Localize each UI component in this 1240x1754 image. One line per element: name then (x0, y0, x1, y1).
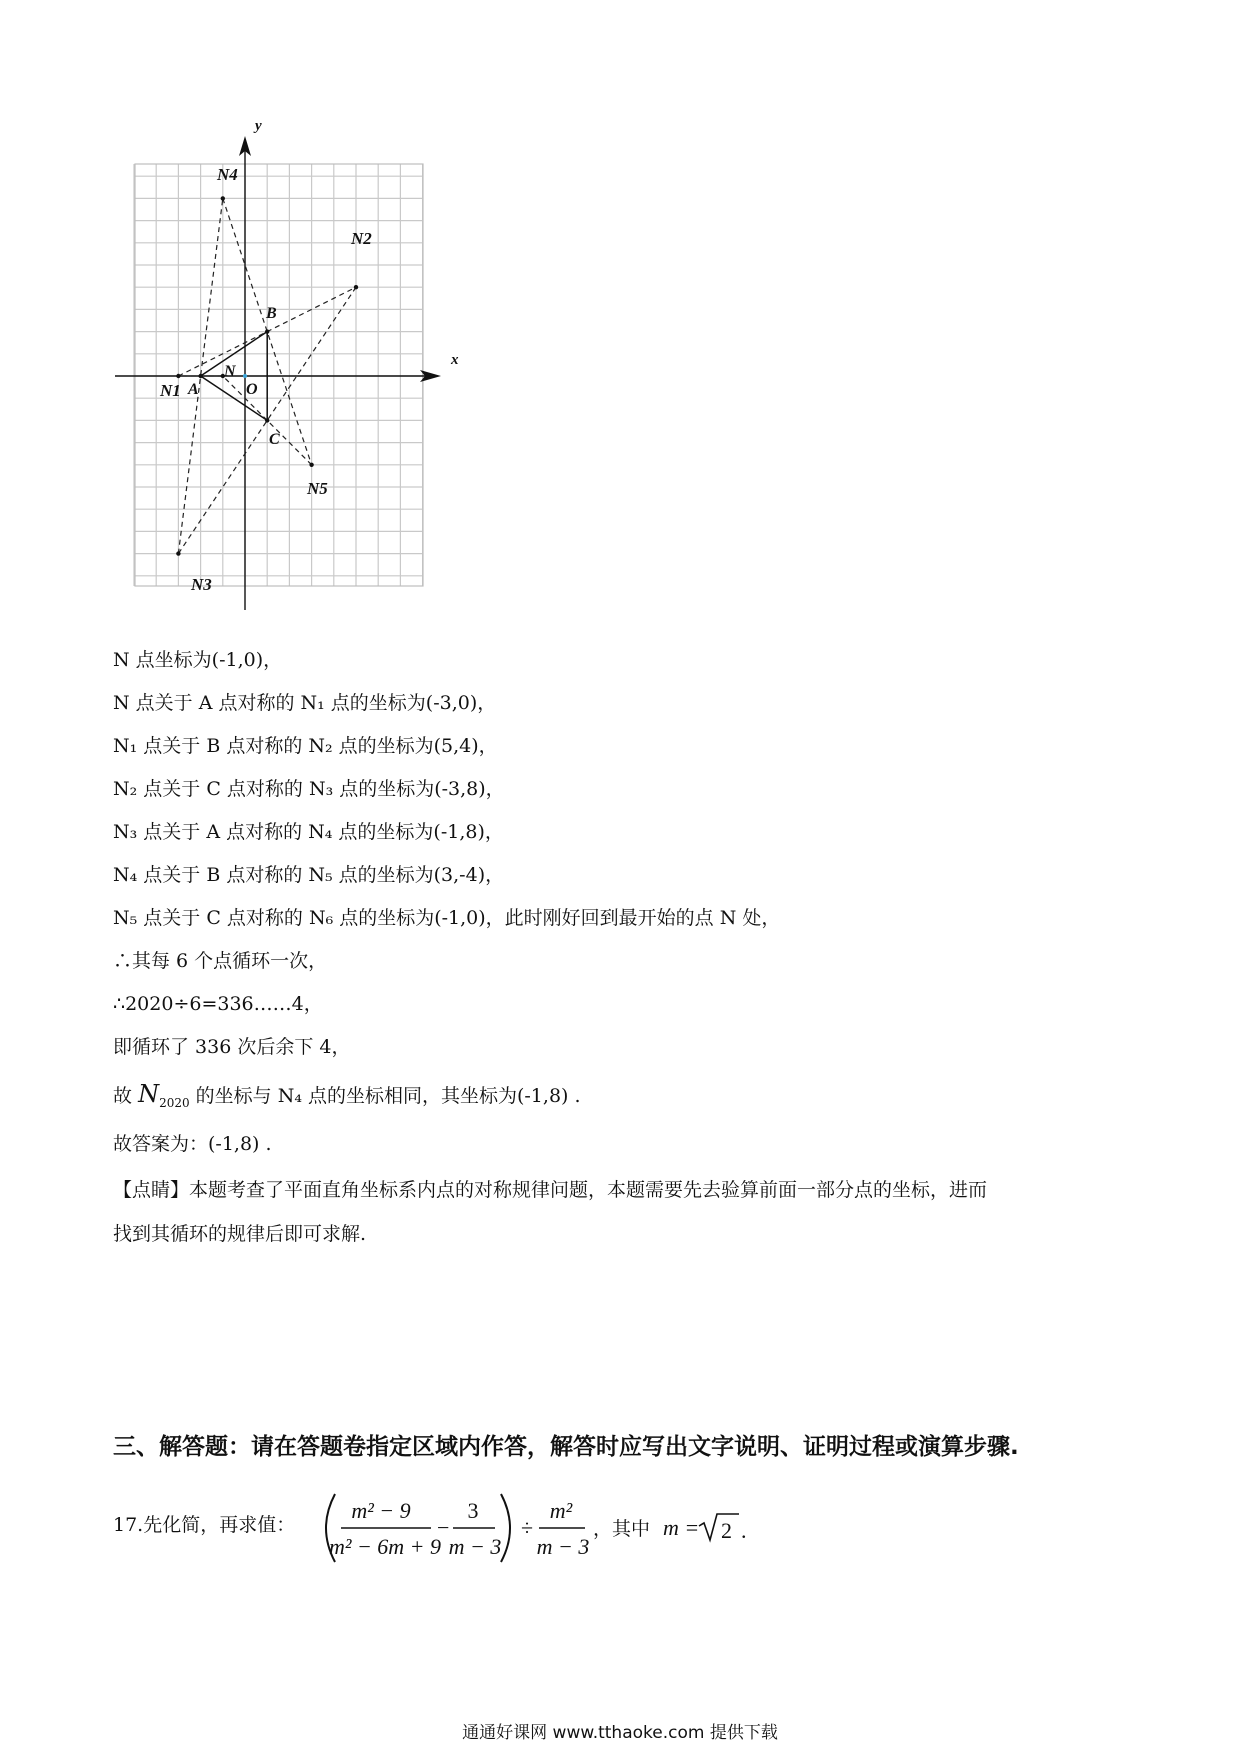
point-labels (159, 118, 459, 594)
text-line-3: N₁ 点关于 B 点对称的 N₂ 点的坐标为(5,4)， (113, 735, 498, 757)
m-equals: m = (663, 1515, 700, 1540)
label-n1: N1 (160, 381, 181, 400)
point-n5 (309, 463, 313, 467)
text-line-4: N₂ 点关于 C 点对称的 N₃ 点的坐标为(-3,8)， (113, 778, 505, 800)
axis-label-x: x (451, 352, 459, 368)
text-line-11 (113, 1082, 581, 1115)
point-n2 (354, 285, 358, 289)
line11-prefix: 故 (113, 1085, 133, 1107)
point-n4 (221, 196, 225, 200)
line11-suffix: 的坐标与 N₄ 点的坐标相同，其坐标为(-1,8) . (195, 1085, 581, 1107)
point-c (265, 418, 269, 422)
text-line-9: ∴2020÷6=336……4， (113, 993, 323, 1015)
label-n4: N4 (217, 165, 238, 184)
label-a: A (188, 381, 199, 398)
answer-line: 故答案为：(-1,8) . (113, 1133, 272, 1155)
axes (115, 136, 441, 610)
origin-dot (243, 374, 247, 378)
comment-line-1: 【点睛】本题考查了平面直角坐标系内点的对称规律问题，本题需要先去验算前面一部分点的坐标，进而 (113, 1179, 988, 1201)
f3-numerator: m² (549, 1498, 573, 1523)
text-line-5: N₃ 点关于 A 点对称的 N₄ 点的坐标为(-1,8)， (113, 821, 504, 843)
point-b (265, 329, 269, 333)
section-title: 三、解答题：请在答题卷指定区域内作答，解答时应写出文字说明、证明过程或演算步骤. (113, 1434, 1019, 1460)
point-a (198, 374, 202, 378)
minus-sign: − (437, 1515, 450, 1540)
coordinate-figure (115, 118, 535, 693)
q17-label: 17.先化简，再求值： (113, 1514, 296, 1536)
divide-sign: ÷ (521, 1515, 534, 1540)
f2-numerator: 3 (467, 1498, 479, 1523)
f1-denominator: m² − 6m + 9 (328, 1534, 442, 1559)
label-n2: N2 (351, 229, 372, 248)
text-line-7: N₅ 点关于 C 点对称的 N₆ 点的坐标为(-1,0)，此时刚好回到最开始的点 N 处， (113, 907, 781, 929)
label-c: C (269, 431, 280, 448)
right-paren (501, 1494, 510, 1562)
f3-denominator: m − 3 (536, 1534, 590, 1559)
q17-end: . (741, 1518, 747, 1543)
q17-tail: ，其中 (593, 1518, 651, 1540)
point-n1 (176, 374, 180, 378)
point-n3 (176, 551, 180, 555)
label-o: O (246, 381, 258, 398)
n2020-sub: 2020 (159, 1095, 190, 1110)
question-17 (113, 1488, 1013, 1568)
text-line-2: N 点关于 A 点对称的 N₁ 点的坐标为(-3,0)， (113, 692, 497, 714)
comment-line-2: 找到其循环的规律后即可求解. (113, 1223, 367, 1245)
sqrt-sign (699, 1514, 739, 1540)
text-line-10: 即循环了 336 次后余下 4， (113, 1036, 351, 1058)
label-n3: N3 (191, 575, 212, 594)
axis-label-y: y (255, 118, 262, 134)
text-line-6: N₄ 点关于 B 点对称的 N₅ 点的坐标为(3,-4)， (113, 864, 505, 886)
f2-denominator: m − 3 (448, 1534, 502, 1559)
page-footer: 通通好课网 www.tthaoke.com 提供下载 (462, 1723, 778, 1743)
n2020-var: N (138, 1080, 160, 1108)
grid-diagram (115, 118, 535, 693)
label-n5: N5 (307, 479, 328, 498)
q17-expression (313, 1488, 933, 1568)
text-line-1: N 点坐标为(-1,0)， (113, 649, 283, 671)
label-b: B (266, 305, 277, 322)
text-line-8: ∴其每 6 个点循环一次， (113, 950, 328, 972)
sqrt-value: 2 (721, 1518, 732, 1543)
f1-numerator: m² − 9 (351, 1498, 411, 1523)
label-n: N (224, 363, 236, 380)
